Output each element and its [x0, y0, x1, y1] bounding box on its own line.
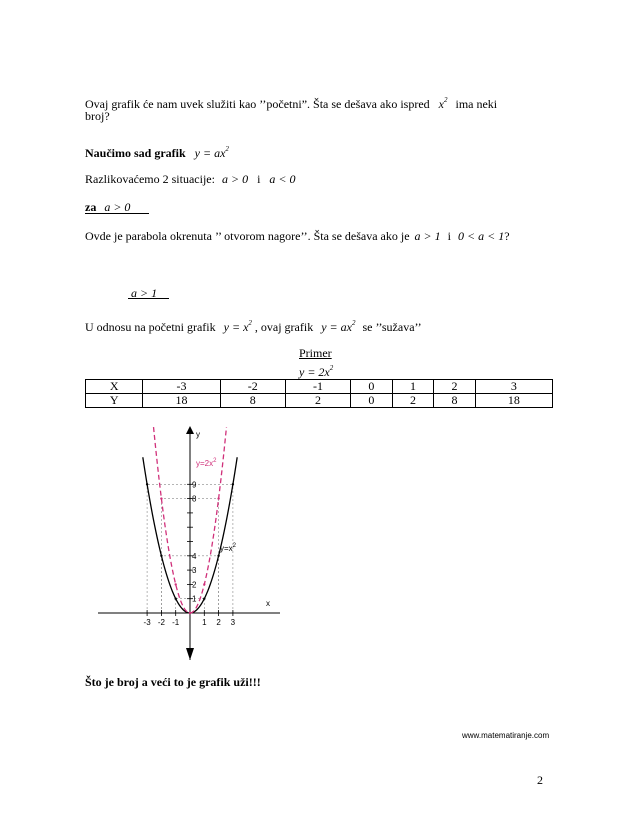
case2-underline — [128, 298, 169, 299]
arrow-down-icon — [186, 648, 194, 660]
point-x-squared — [146, 483, 148, 485]
table-cell: 2 — [285, 394, 350, 408]
learn-formula: $y = ax^2$ — [194, 145, 229, 160]
y-tick-label: 8 — [192, 494, 197, 504]
y-tick-label: 9 — [192, 480, 197, 490]
compare-f2: $y = ax^2$ — [321, 319, 356, 334]
values-table — [85, 379, 553, 408]
case2-cond: a > 1 — [131, 286, 158, 300]
axis-label-x: x — [266, 599, 270, 608]
table-header-y: Y — [86, 394, 143, 408]
x-tick-label: -3 — [143, 618, 151, 627]
opening-line — [85, 229, 510, 244]
table-cell: 3 — [475, 380, 552, 394]
learn-heading — [85, 143, 229, 161]
case1-underline — [85, 213, 149, 214]
parabola-graph — [90, 420, 290, 665]
intro-text-b: ima neki — [455, 97, 498, 111]
compare-a: U odnosu na početni grafik — [85, 320, 216, 334]
compare-b: , ovaj grafik — [254, 320, 314, 334]
table-cell: -3 — [143, 380, 220, 394]
opening-cond2: 0 < a < 1 — [458, 229, 505, 243]
compare-c: se ’’sužava’’ — [362, 320, 422, 334]
y-tick-label: 2 — [192, 580, 197, 590]
table-cell: 8 — [220, 394, 285, 408]
table-header-x: X — [86, 380, 143, 394]
axis-label-y: y — [196, 430, 200, 439]
table-cell: 1 — [392, 380, 434, 394]
table-row-y — [86, 394, 553, 408]
situations-cond2: a < 0 — [269, 172, 296, 186]
conclusion: Što je broj a veći to je grafik uži!!! — [85, 675, 261, 689]
point-2x-squared — [217, 497, 219, 499]
compare-line — [85, 317, 422, 335]
table-cell: 0 — [351, 394, 393, 408]
example-formula: $y = 2x^2$ — [299, 364, 334, 379]
table-row-x — [86, 380, 553, 394]
opening-conj: i — [447, 229, 451, 243]
table-cell: 2 — [392, 394, 434, 408]
y-tick-label: 3 — [192, 566, 197, 576]
opening-q: ? — [504, 229, 510, 243]
situations-text: Razlikovaćemo 2 situacije: — [85, 172, 215, 186]
point-2x-squared — [189, 612, 191, 614]
situations-cond1: a > 0 — [221, 172, 249, 186]
opening-cond1: a > 1 — [414, 229, 441, 243]
x-tick-label: -2 — [157, 618, 165, 627]
table-cell: 8 — [434, 394, 476, 408]
intro-math-x: $x^2$ — [438, 96, 448, 111]
series-label-2x2: $y=2x^2$ — [196, 458, 217, 468]
point-x-squared — [217, 555, 219, 557]
y-tick-label: 1 — [192, 594, 197, 604]
y-tick-label: 4 — [192, 551, 197, 561]
x-tick-label: -1 — [172, 618, 180, 627]
table-cell: 18 — [475, 394, 552, 408]
table-cell: -1 — [285, 380, 350, 394]
x-tick-label: 1 — [202, 618, 207, 627]
x-tick-label: 2 — [216, 618, 221, 627]
opening-text: Ovde je parabola okrenuta ’’ otvorom nagore’’. Šta se dešava ako je — [85, 229, 410, 243]
point-x-squared — [160, 555, 162, 557]
page-number: 2 — [537, 773, 543, 787]
situations-conj: i — [257, 172, 261, 186]
point-x-squared — [232, 483, 234, 485]
example-title: Primer — [299, 346, 332, 360]
situations-line — [85, 172, 296, 187]
point-2x-squared — [160, 497, 162, 499]
learn-label: Naučimo sad grafik — [85, 146, 186, 160]
intro-line-1 — [85, 94, 497, 112]
point-x-squared — [203, 598, 205, 600]
table-cell: 18 — [143, 394, 220, 408]
intro-text-a: Ovaj grafik će nam uvek služiti kao ’’početni”. Šta se dešava ako ispred — [85, 97, 430, 111]
series-label-x2: $y=x^2$ — [220, 543, 237, 553]
table-cell: -2 — [220, 380, 285, 394]
point-2x-squared — [175, 583, 177, 585]
x-tick-label: 3 — [230, 618, 236, 627]
table-cell: 2 — [434, 380, 476, 394]
intro-line-2: broj? — [85, 109, 110, 123]
case1-cond: a > 0 — [104, 200, 131, 214]
table-cell: 0 — [351, 380, 393, 394]
compare-f1: $y = x^2$ — [223, 319, 252, 334]
point-x-squared — [175, 598, 177, 600]
point-2x-squared — [203, 583, 205, 585]
case1-label: za — [85, 200, 97, 214]
footer-site[interactable]: www.matematiranje.com — [462, 731, 550, 740]
